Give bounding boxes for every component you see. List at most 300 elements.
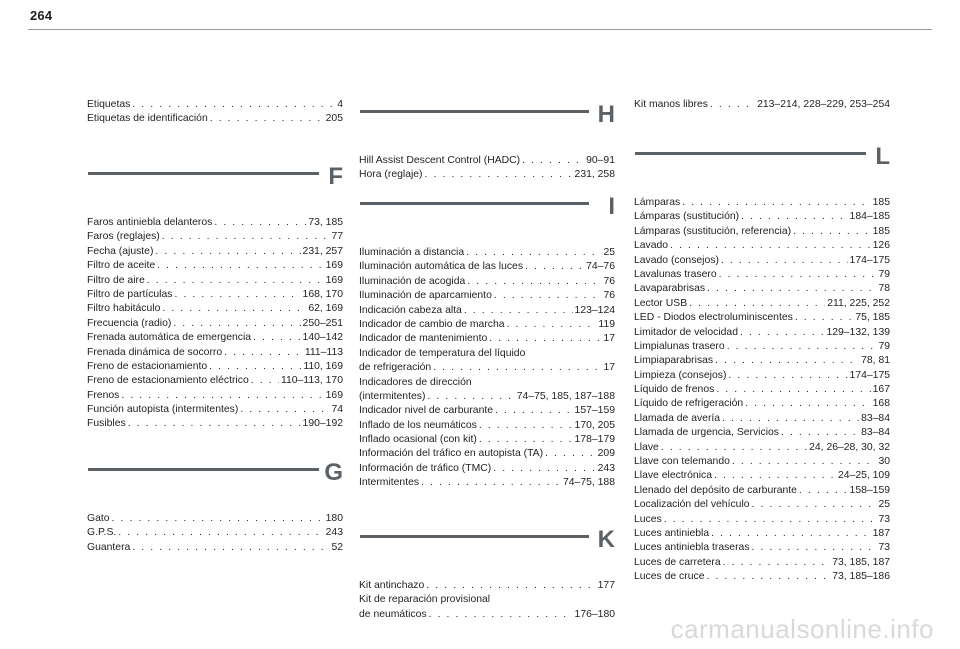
- index-entry: [634, 484, 890, 498]
- index-entry: [359, 419, 615, 433]
- index-entry: [634, 541, 890, 555]
- index-entry: [634, 441, 890, 455]
- section-letter: K: [597, 526, 615, 553]
- entry-pages: 110, 169: [303, 360, 343, 372]
- dot-leader: [670, 239, 871, 253]
- dot-leader: [464, 304, 573, 318]
- index-section-continued: [87, 98, 343, 127]
- dot-leader: [781, 426, 859, 440]
- entry-pages: 185: [872, 225, 890, 237]
- section-letter: I: [608, 193, 615, 220]
- entry-pages: 168, 170: [302, 288, 343, 300]
- index-entry: [87, 331, 343, 345]
- entry-term: Limpiaparabrisas: [634, 355, 714, 367]
- dot-leader: [745, 397, 870, 411]
- dot-leader: [489, 332, 601, 346]
- index-entry: [359, 433, 615, 447]
- entry-pages: 126: [872, 240, 890, 252]
- entry-term: Localización del vehículo: [634, 499, 750, 511]
- index-entry: [87, 317, 343, 331]
- index-entry: [634, 397, 890, 411]
- dot-leader: [722, 412, 859, 426]
- dot-leader: [716, 383, 870, 397]
- entry-term: Filtro de aire: [87, 274, 145, 286]
- index-entry: [359, 260, 615, 274]
- entry-term: Iluminación automática de las luces: [359, 261, 524, 273]
- index-entry: [634, 196, 890, 210]
- entry-pages: 231, 257: [302, 245, 343, 257]
- entry-pages: 73, 185–186: [832, 571, 890, 583]
- index-entry: [634, 469, 890, 483]
- entry-pages: 74: [331, 404, 343, 416]
- index-section-continued: [634, 98, 890, 112]
- entry-pages: 187: [872, 527, 890, 539]
- entry-term: Fusibles: [87, 418, 126, 430]
- index-entry: [634, 570, 890, 584]
- dot-leader: [721, 254, 848, 268]
- entry-term: Luces de carretera: [634, 556, 721, 568]
- entry-term: Luces: [634, 513, 662, 525]
- entry-pages: 170, 205: [574, 419, 615, 431]
- entry-term: Iluminación de aparcamiento: [359, 290, 492, 302]
- entry-pages: 157–159: [574, 405, 615, 417]
- entry-term: Filtro de partículas: [87, 288, 173, 300]
- entry-term: Gato: [87, 513, 110, 524]
- index-entry: [87, 360, 343, 374]
- dot-leader: [793, 225, 871, 239]
- dot-leader: [210, 112, 324, 126]
- entry-list: [359, 246, 615, 491]
- entry-pages: 76: [603, 290, 615, 302]
- index-entry: [359, 447, 615, 461]
- entry-term: Llave: [634, 441, 659, 453]
- entry-pages: 119: [598, 318, 615, 330]
- index-entry: [87, 541, 343, 555]
- entry-term: Limpieza (consejos): [634, 369, 727, 381]
- entry-term: Llamada de urgencia, Servicios: [634, 427, 779, 439]
- entry-term: Frenada automática de emergencia: [87, 332, 252, 344]
- entry-pages: 205: [325, 113, 343, 125]
- section-rule: [360, 110, 589, 113]
- entry-term: (intermitentes): [359, 390, 426, 402]
- entry-pages: 169: [325, 389, 343, 401]
- dot-leader: [174, 288, 300, 302]
- dot-leader: [112, 512, 324, 526]
- entry-list: [634, 196, 890, 585]
- index-entry: [359, 289, 615, 303]
- index-entry: [634, 239, 890, 253]
- entry-term: Llave electrónica: [634, 470, 712, 482]
- section-letter: G: [324, 459, 343, 486]
- entry-term: Información del tráfico en autopista (TA): [359, 448, 544, 460]
- entry-term: Luces antiniebla: [634, 527, 710, 539]
- entry-term: Fecha (ajuste): [87, 245, 154, 257]
- dot-leader: [732, 455, 877, 469]
- entry-term: Luces de cruce: [634, 571, 705, 583]
- entry-pages: 176–180: [574, 608, 615, 620]
- entry-term: Limpialunas trasero: [634, 340, 725, 352]
- section-rule: [360, 202, 589, 205]
- section-letter: F: [328, 163, 343, 190]
- dot-leader: [253, 331, 301, 345]
- index-entry: [359, 476, 615, 490]
- entry-pages: 17: [603, 362, 615, 374]
- entry-term: Intermitentes: [359, 477, 420, 489]
- entry-pages: 213–214, 228–229, 253–254: [757, 99, 890, 110]
- index-entry: [87, 302, 343, 316]
- index-entry: [634, 527, 890, 541]
- dot-leader: [728, 369, 847, 383]
- entry-pages: 209: [597, 448, 615, 460]
- dot-leader: [118, 526, 323, 540]
- dot-leader: [740, 326, 824, 340]
- index-entry: [87, 403, 343, 417]
- dot-leader: [157, 259, 324, 273]
- dot-leader: [433, 361, 601, 375]
- index-entry: [359, 347, 615, 361]
- entry-pages: 158–159: [849, 484, 890, 496]
- dot-leader: [421, 476, 561, 490]
- entry-term: Filtro de aceite: [87, 260, 156, 272]
- entry-term: Limitador de velocidad: [634, 326, 738, 338]
- entry-pages: 243: [597, 462, 615, 474]
- index-entry: [87, 288, 343, 302]
- entry-pages: 110–113, 170: [280, 375, 343, 387]
- index-entry: [87, 112, 343, 126]
- index-entry: [359, 390, 615, 404]
- index-entry: [87, 346, 343, 360]
- entry-pages: 4: [337, 99, 343, 110]
- dot-leader: [467, 275, 601, 289]
- entry-list: [87, 216, 343, 432]
- entry-term: Iluminación a distancia: [359, 247, 465, 258]
- page-number: 264: [30, 8, 53, 23]
- entry-pages: 190–192: [302, 418, 343, 430]
- index-entry: [634, 369, 890, 383]
- entry-pages: 73: [878, 542, 890, 554]
- entry-term: G.P.S.: [87, 527, 117, 539]
- index-entry: [359, 361, 615, 375]
- entry-pages: 169: [325, 260, 343, 272]
- index-entry: [87, 98, 343, 112]
- entry-pages: 178–179: [574, 434, 615, 446]
- index-section-h: [359, 98, 615, 183]
- index-entry: [634, 513, 890, 527]
- dot-leader: [479, 419, 573, 433]
- dot-leader: [155, 245, 300, 259]
- entry-pages: 123–124: [574, 304, 615, 316]
- dot-leader: [795, 311, 854, 325]
- entry-pages: 111–113: [304, 346, 343, 358]
- entry-term: Líquido de frenos: [634, 384, 715, 396]
- dot-leader: [240, 403, 329, 417]
- entry-pages: 211, 225, 252: [827, 297, 890, 309]
- entry-pages: 79: [878, 340, 890, 352]
- index-entry: [634, 426, 890, 440]
- index-entry: [359, 579, 615, 593]
- index-entry: [87, 216, 343, 230]
- entry-pages: 30: [878, 456, 890, 468]
- section-letter: L: [875, 143, 890, 170]
- dot-leader: [661, 441, 807, 455]
- entry-term: Etiquetas de identificación: [87, 113, 208, 125]
- dot-leader: [466, 246, 601, 260]
- entry-pages: 90–91: [586, 155, 615, 166]
- entry-term: Indicación cabeza alta: [359, 304, 462, 316]
- entry-pages: 243: [325, 527, 343, 539]
- index-section-l: [634, 140, 890, 585]
- dot-leader: [214, 216, 306, 230]
- entry-term: Guantera: [87, 541, 131, 553]
- index-entry: [634, 210, 890, 224]
- entry-term: Indicador nivel de carburante: [359, 405, 494, 417]
- entry-term: LED - Diodos electroluminiscentes: [634, 312, 793, 324]
- dot-leader: [128, 417, 301, 431]
- entry-pages: 73: [878, 513, 890, 525]
- section-header: [87, 160, 343, 216]
- index-entry: [634, 282, 890, 296]
- entry-pages: 77: [331, 231, 343, 243]
- index-entry: [359, 462, 615, 476]
- entry-term: Indicador de cambio de marcha: [359, 318, 505, 330]
- entry-term: Lámparas: [634, 197, 681, 208]
- index-entry: [359, 376, 615, 390]
- index-entry: [359, 304, 615, 318]
- entry-pages: 24, 26–28, 30, 32: [809, 441, 890, 453]
- index-entry: [359, 318, 615, 332]
- entry-pages: 74–76: [586, 261, 615, 273]
- section-header: [359, 190, 615, 246]
- entry-pages: 129–132, 139: [826, 326, 890, 338]
- entry-list: [634, 98, 890, 112]
- entry-pages: 76: [603, 275, 615, 287]
- entry-pages: 180: [325, 513, 343, 524]
- index-entry: [634, 340, 890, 354]
- index-entry: [634, 225, 890, 239]
- entry-pages: 73, 185: [308, 217, 343, 228]
- index-entry: [634, 254, 890, 268]
- entry-term: de neumáticos: [359, 608, 427, 620]
- section-header: [87, 456, 343, 512]
- entry-term: Lámparas (sustitución): [634, 211, 740, 223]
- dot-leader: [715, 354, 859, 368]
- header-divider: [28, 29, 932, 30]
- entry-term: Frenada dinámica de socorro: [87, 346, 223, 358]
- entry-term: Kit de reparación provisional: [359, 594, 491, 606]
- entry-pages: 62, 169: [308, 303, 343, 315]
- entry-pages: 185: [872, 197, 890, 208]
- entry-term: Frenos: [87, 389, 120, 401]
- entry-term: Kit manos libres: [634, 99, 708, 110]
- section-rule: [635, 152, 866, 155]
- index-entry: [359, 154, 615, 168]
- index-entry: [87, 274, 343, 288]
- entry-term: Freno de estacionamiento eléctrico: [87, 375, 249, 387]
- entry-term: Información de tráfico (TMC): [359, 462, 492, 474]
- dot-leader: [719, 268, 877, 282]
- dot-leader: [727, 340, 877, 354]
- entry-term: Llamada de avería: [634, 412, 721, 424]
- entry-pages: 184–185: [849, 211, 890, 223]
- section-rule: [88, 468, 319, 471]
- dot-leader: [162, 230, 330, 244]
- dot-leader: [710, 98, 755, 112]
- section-header: [359, 98, 615, 154]
- index-entry: [359, 168, 615, 182]
- section-letter: H: [597, 101, 615, 128]
- entry-pages: 174–175: [849, 369, 890, 381]
- index-entry: [634, 498, 890, 512]
- entry-term: Lavaparabrisas: [634, 283, 706, 295]
- index-entry: [634, 556, 890, 570]
- dot-leader: [429, 608, 573, 622]
- entry-pages: 17: [603, 333, 615, 345]
- entry-list: [359, 579, 615, 622]
- dot-leader: [752, 498, 877, 512]
- dot-leader: [525, 260, 584, 274]
- dot-leader: [224, 346, 303, 360]
- entry-term: Kit antinchazo: [359, 580, 425, 591]
- dot-leader: [752, 541, 877, 555]
- entry-term: Función autopista (intermitentes): [87, 404, 239, 416]
- dot-leader: [799, 484, 848, 498]
- entry-term: Indicador de temperatura del líquido: [359, 347, 526, 359]
- dot-leader: [425, 168, 573, 182]
- entry-pages: 177: [597, 580, 615, 591]
- entry-term: Lavado: [634, 240, 669, 252]
- dot-leader: [494, 289, 602, 303]
- index-entry: [87, 374, 343, 388]
- dot-leader: [209, 360, 301, 374]
- dot-leader: [495, 404, 573, 418]
- dot-leader: [714, 469, 836, 483]
- dot-leader: [251, 374, 279, 388]
- entry-pages: 174–175: [849, 254, 890, 266]
- entry-pages: 140–142: [302, 332, 343, 344]
- entry-term: Indicadores de dirección: [359, 376, 472, 388]
- dot-leader: [707, 282, 876, 296]
- entry-term: Etiquetas: [87, 99, 131, 110]
- index-entry: [634, 98, 890, 112]
- entry-list: [87, 512, 343, 555]
- dot-leader: [426, 579, 595, 593]
- dot-leader: [507, 318, 597, 332]
- entry-pages: 75, 185: [855, 312, 890, 324]
- entry-pages: 52: [331, 541, 343, 553]
- entry-pages: 79: [878, 268, 890, 280]
- dot-leader: [545, 447, 596, 461]
- index-entry: [634, 297, 890, 311]
- section-header: [634, 140, 890, 196]
- section-header: [359, 523, 615, 579]
- entry-pages: 83–84: [861, 427, 890, 439]
- entry-term: Hora (reglaje): [359, 169, 423, 181]
- index-entry: [87, 230, 343, 244]
- entry-list: [87, 98, 343, 127]
- index-entry: [87, 245, 343, 259]
- entry-list: [359, 154, 615, 183]
- index-entry: [87, 389, 343, 403]
- entry-term: Freno de estacionamiento: [87, 360, 208, 372]
- index-entry: [634, 326, 890, 340]
- entry-term: Llenado del depósito de carburante: [634, 484, 797, 496]
- section-rule: [360, 535, 589, 538]
- dot-leader: [689, 297, 825, 311]
- entry-pages: 25: [603, 247, 615, 258]
- entry-term: Luces antiniebla traseras: [634, 542, 750, 554]
- entry-pages: 73, 185, 187: [832, 556, 890, 568]
- entry-term: Lavado (consejos): [634, 254, 719, 266]
- entry-term: Líquido de refrigeración: [634, 398, 744, 410]
- entry-term: Inflado de los neumáticos: [359, 419, 477, 431]
- dot-leader: [723, 556, 831, 570]
- index-entry: [634, 383, 890, 397]
- entry-pages: 74–75, 188: [562, 477, 615, 489]
- entry-term: Lavalunas trasero: [634, 268, 717, 280]
- entry-term: Lámparas (sustitución, referencia): [634, 225, 792, 237]
- index-entry: [634, 311, 890, 325]
- entry-pages: 168: [872, 398, 890, 410]
- dot-leader: [132, 541, 329, 555]
- index-entry: [634, 412, 890, 426]
- entry-term: Faros (reglajes): [87, 231, 160, 243]
- watermark: carmanualsonline.info: [670, 614, 934, 644]
- index-entry: [634, 268, 890, 282]
- index-section-i: [359, 190, 615, 491]
- index-entry: [634, 354, 890, 368]
- entry-term: Frecuencia (radio): [87, 317, 172, 329]
- entry-pages: 169: [325, 274, 343, 286]
- dot-leader: [706, 570, 830, 584]
- dot-leader: [427, 390, 514, 404]
- index-entry: [359, 608, 615, 622]
- entry-term: Faros antiniebla delanteros: [87, 217, 213, 228]
- dot-leader: [493, 462, 595, 476]
- index-entry: [634, 455, 890, 469]
- entry-pages: 78, 81: [861, 355, 890, 367]
- entry-pages: 25: [878, 499, 890, 511]
- dot-leader: [479, 433, 573, 447]
- entry-term: Hill Assist Descent Control (HADC): [359, 155, 521, 166]
- dot-leader: [741, 210, 847, 224]
- entry-term: Llave con telemando: [634, 456, 730, 468]
- dot-leader: [121, 389, 323, 403]
- dot-leader: [711, 527, 871, 541]
- index-entry: [359, 593, 615, 607]
- dot-leader: [682, 196, 870, 210]
- entry-pages: 167: [872, 384, 890, 396]
- entry-term: Iluminación de acogida: [359, 275, 466, 287]
- index-entry: [359, 332, 615, 346]
- entry-term: Inflado ocasional (con kit): [359, 434, 477, 446]
- index-entry: [359, 246, 615, 260]
- index-section-g: [87, 456, 343, 555]
- entry-pages: 24–25, 109: [837, 470, 890, 482]
- entry-term: Filtro habitáculo: [87, 303, 161, 315]
- index-section-k: [359, 523, 615, 622]
- dot-leader: [522, 154, 584, 168]
- index-entry: [87, 259, 343, 273]
- dot-leader: [132, 98, 335, 112]
- dot-leader: [162, 302, 306, 316]
- dot-leader: [173, 317, 300, 331]
- index-entry: [359, 275, 615, 289]
- entry-pages: 250–251: [302, 317, 343, 329]
- entry-term: Indicador de mantenimiento: [359, 333, 488, 345]
- index-entry: [87, 417, 343, 431]
- entry-pages: 231, 258: [574, 169, 615, 181]
- entry-term: Lector USB: [634, 297, 688, 309]
